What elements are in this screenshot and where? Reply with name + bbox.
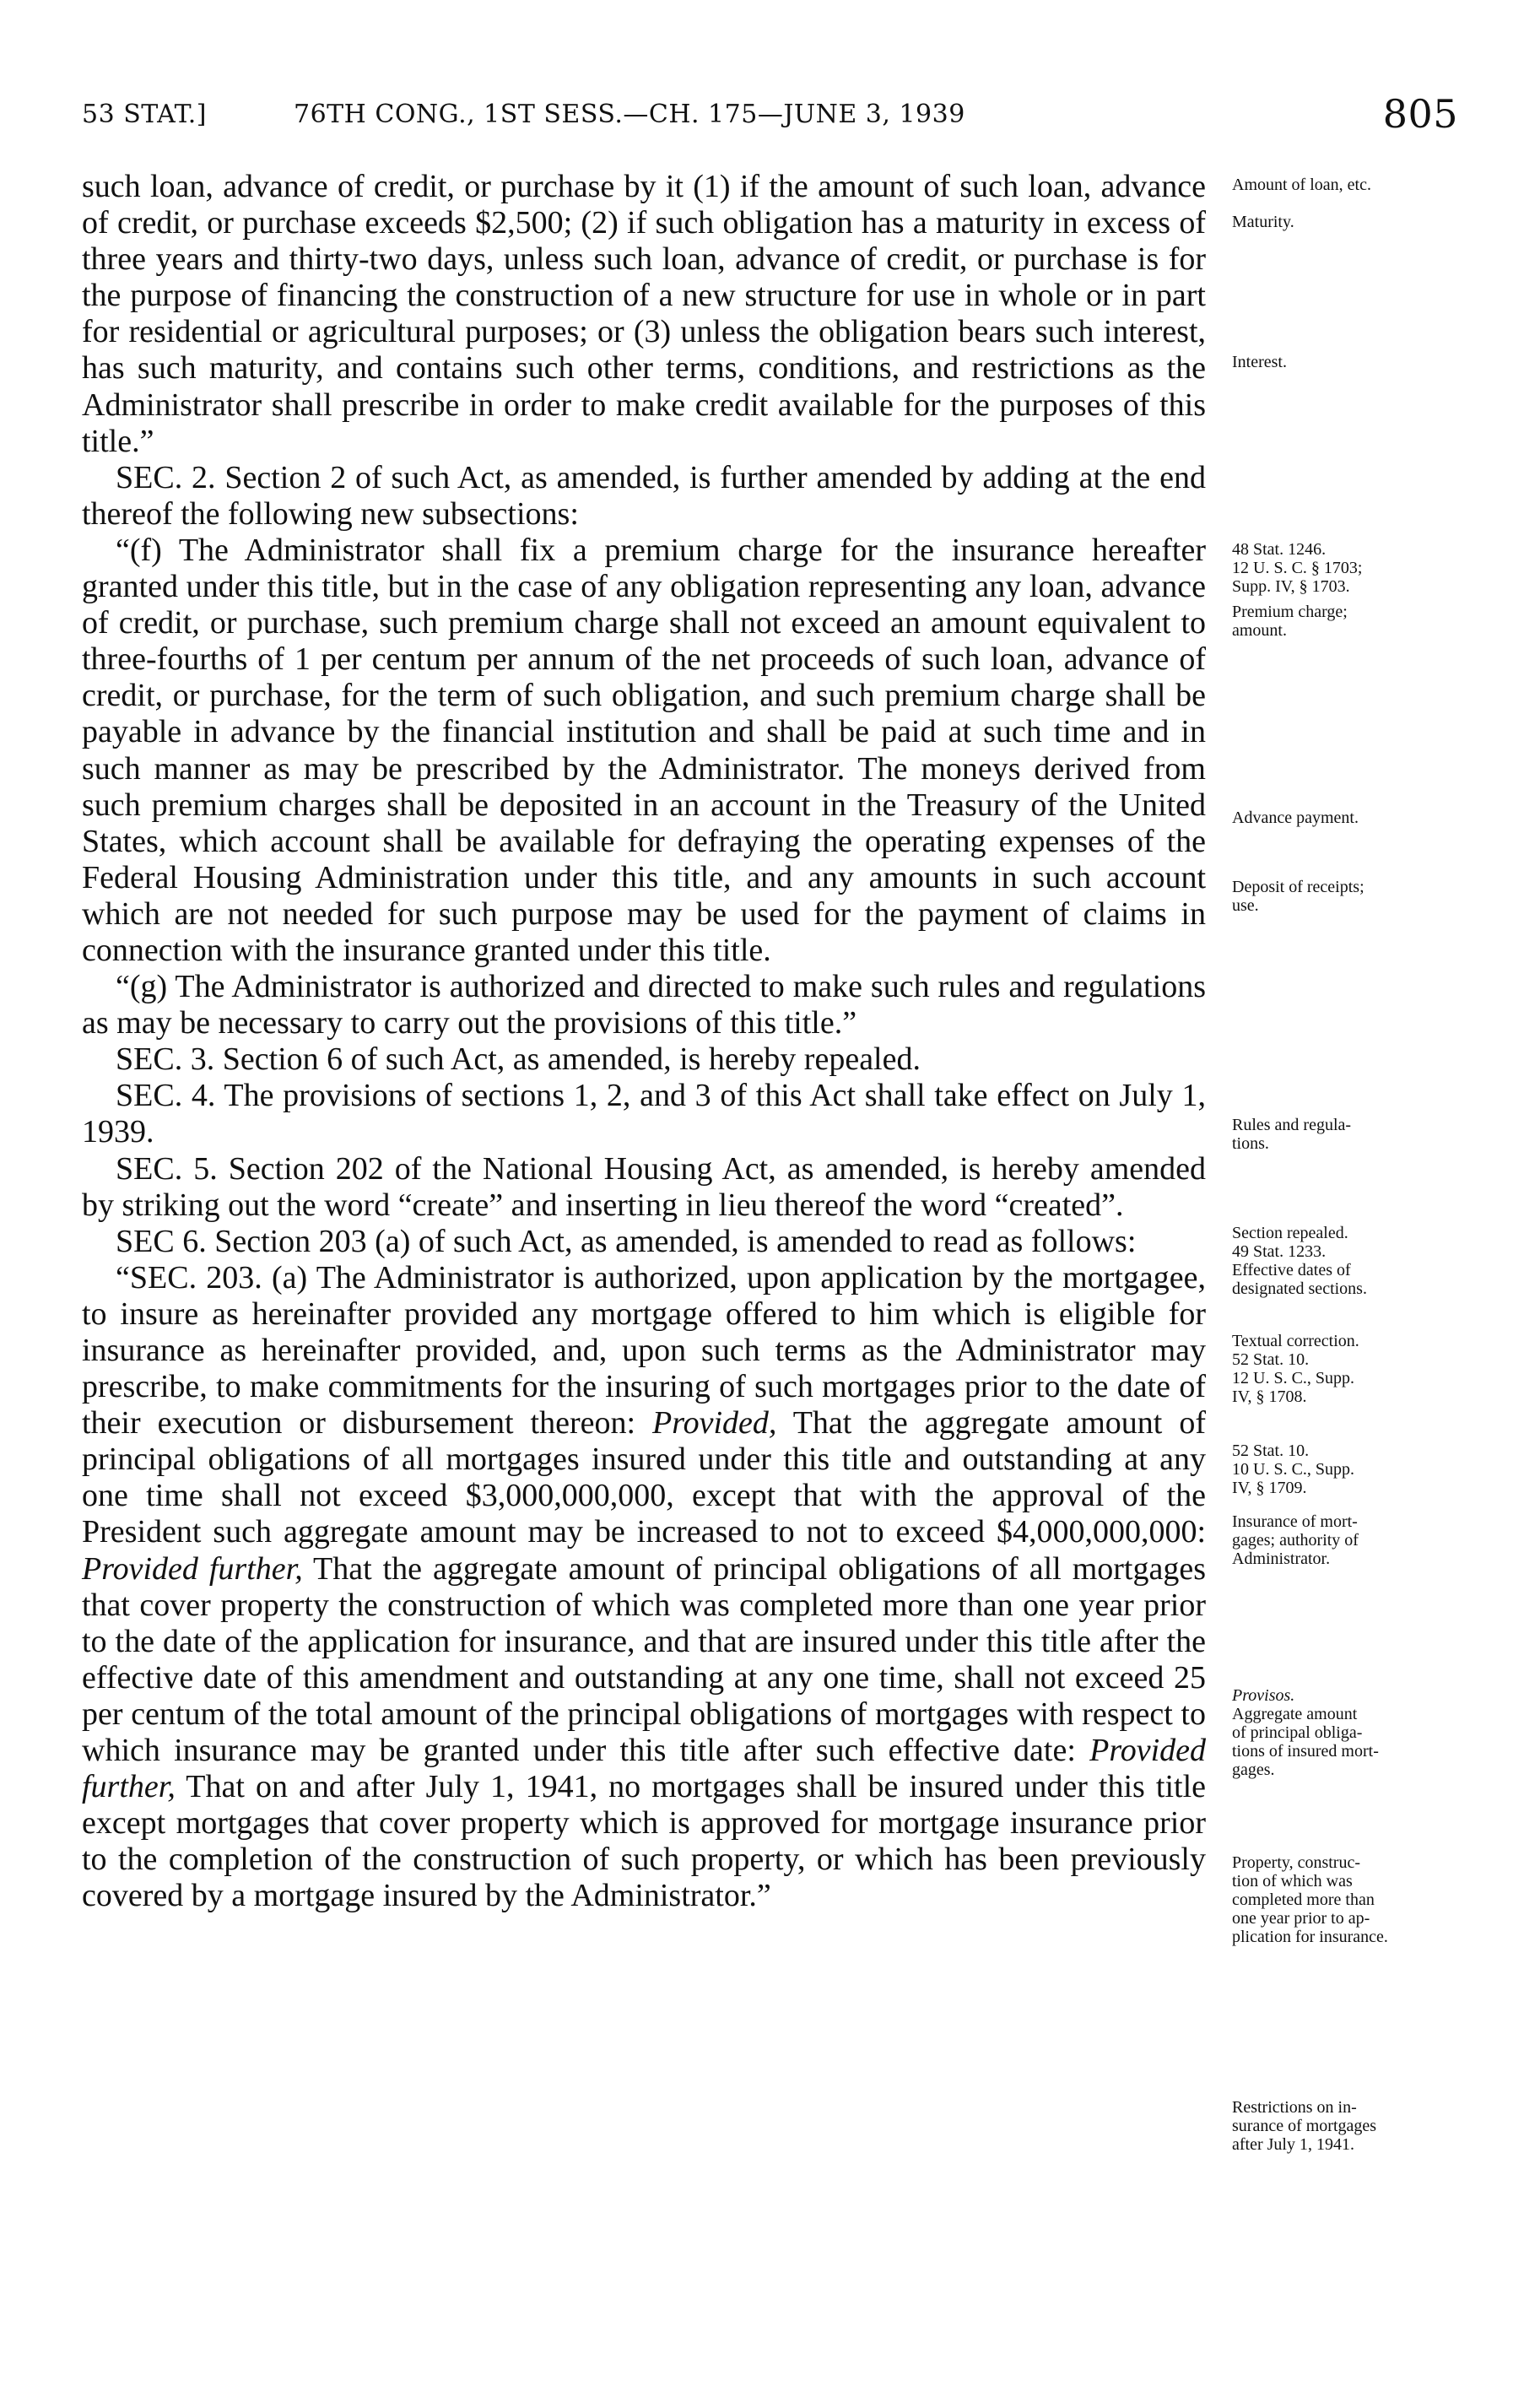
margin-note: Advance payment.: [1232, 809, 1359, 827]
subsection-g: “(g) The Administrator is authorized and directed to make such rules and regulations as may be necessary to carry out the provisions of this title.”: [82, 969, 1206, 1041]
proviso-word: Provided,: [652, 1405, 777, 1441]
section-label: SEC. 203.: [129, 1259, 262, 1295]
margin-note: Section repealed. 49 Stat. 1233.: [1232, 1224, 1348, 1261]
margin-note: 52 Stat. 10. 10 U. S. C., Supp. IV, § 1709.: [1232, 1441, 1355, 1497]
margin-note: Deposit of receipts; use.: [1232, 878, 1364, 915]
margin-note: Provisos.: [1232, 1686, 1295, 1705]
running-head: 76TH CONG., 1ST SESS.—CH. 175—JUNE 3, 1939: [294, 100, 965, 129]
section-2: SEC. 2. Section 2 of such Act, as amended, is further amended by adding at the end thereof the following new subsections:: [82, 459, 1206, 532]
margin-note: Rules and regula- tions.: [1232, 1116, 1352, 1153]
proviso-word: Provided further,: [82, 1733, 1206, 1805]
paragraph-continued: such loan, advance of credit, or purchase by it (1) if the amount of such loan, advance of credit, or purchase exceeds $2,500; (2) if such obligation has a maturity in excess of three years and thirty-two days, unless such loan, advance of credit, or purchase is for the purpose of financing the construction of a new structure for use in whole or in part for residential or agricultural purposes; or (3) unless the obligation bears such interest, has such maturity, and contains such other terms, conditions, and restrictions as the Administrator shall prescribe in order to make credit available for the purposes of this title.”: [82, 169, 1206, 459]
margin-note: 48 Stat. 1246. 12 U. S. C. § 1703; Supp. IV, § 1703.: [1232, 540, 1363, 596]
page-number: 805: [1382, 91, 1458, 137]
margin-note: Interest.: [1232, 353, 1287, 371]
section-label: SEC. 4.: [116, 1078, 216, 1114]
margin-note: Restrictions on in- surance of mortgages after July 1, 1941.: [1232, 2098, 1377, 2154]
main-text: [82, 169, 1206, 1915]
section-4: SEC. 4. The provisions of sections 1, 2, and 3 of this Act shall take effect on July 1, 1939.: [82, 1078, 1206, 1150]
margin-note: Maturity.: [1232, 213, 1294, 231]
margin-note: Effective dates of designated sections.: [1232, 1261, 1367, 1298]
margin-note: Textual correction. 52 Stat. 10. 12 U. S. C., Supp. IV, § 1708.: [1232, 1332, 1359, 1406]
margin-note: Premium charge; amount.: [1232, 603, 1348, 640]
section-label: SEC 6.: [116, 1223, 207, 1259]
section-6: SEC 6. Section 203 (a) of such Act, as amended, is amended to read as follows:: [116, 1223, 1137, 1259]
subsection-f: “(f) The Administrator shall fix a premium charge for the insurance hereafter granted under this title, but in the case of any obligation representing any loan, advance of credit, or purchase, such premium charge shall not exceed an amount equivalent to three-fourths of 1 per centum per annum of the net proceeds of such loan, advance of credit, or purchase, for the term of such obligation, and such premium charge shall be payable in advance by the financial institution and shall be paid at such time and in such manner as may be prescribed by the Administrator. The moneys derived from such premium charges shall be deposited in an account in the Treasury of the United States, which account shall be available for defraying the operating expenses of the Federal Housing Administration under this title, and any amounts in such account which are not needed for such purpose may be used for the payment of claims in connection with the insurance granted under this title.: [82, 532, 1206, 968]
margin-note: Insurance of mort- gages; authority of Administrator.: [1232, 1512, 1359, 1568]
statute-volume-ref: 53 STAT.]: [82, 100, 207, 129]
margin-note: Amount of loan, etc.: [1232, 176, 1371, 194]
section-203-quoted: “SEC. 203. (a) The Administrator is authorized, upon application by the mortgagee, to insure as hereinafter provided any mortgage offered to him which is eligible for insurance as hereinafter provided, and, upon such terms as the Administrator may prescribe, to make commitments for the insuring of such mortgages prior to the date of their execution or disbursement thereon: Provided, That the aggregate amount of principal obligations of all mortgages insured under this title and outstanding at any one time shall not exceed $3,000,000,000, except that with the approval of the President such aggregate amount may be increased to not to exceed $4,000,000,000: Provided further, That the aggregate amount of principal obligations of all mortgages that cover property the construction of which was completed more than one year prior to the date of the application for insurance, and that are insured under this title after the effective date of this amendment and outstanding at any one time, shall not exceed 25 per centum of the total amount of the principal obligations of mortgages with respect to which insurance may be granted under this title after such effective date: Provided further, That on and after July 1, 1941, no mortgages shall be insured under this title except mortgages that cover property which is approved for mortgage insurance prior to the completion of the construction of such property, or which has been previously covered by a mortgage insured by the Administrator.”: [82, 1259, 1206, 1914]
margin-note: Property, construc- tion of which was completed more than one year prior to ap- plication for insurance.: [1232, 1853, 1388, 1946]
proviso-word: Provided further,: [82, 1550, 303, 1587]
section-3: SEC. 3. Section 6 of such Act, as amended, is hereby repealed.: [116, 1041, 921, 1078]
section-5: SEC. 5. Section 202 of the National Housing Act, as amended, is hereby amended by striking out the word “create” and inserting in lieu thereof the word “created”.: [82, 1150, 1206, 1223]
section-label: SEC. 2.: [116, 459, 216, 495]
margin-note: Aggregate amount of principal obliga- tions of insured mort- gages.: [1232, 1705, 1379, 1779]
section-label: SEC. 3.: [116, 1041, 215, 1078]
section-label: SEC. 5.: [116, 1150, 218, 1187]
